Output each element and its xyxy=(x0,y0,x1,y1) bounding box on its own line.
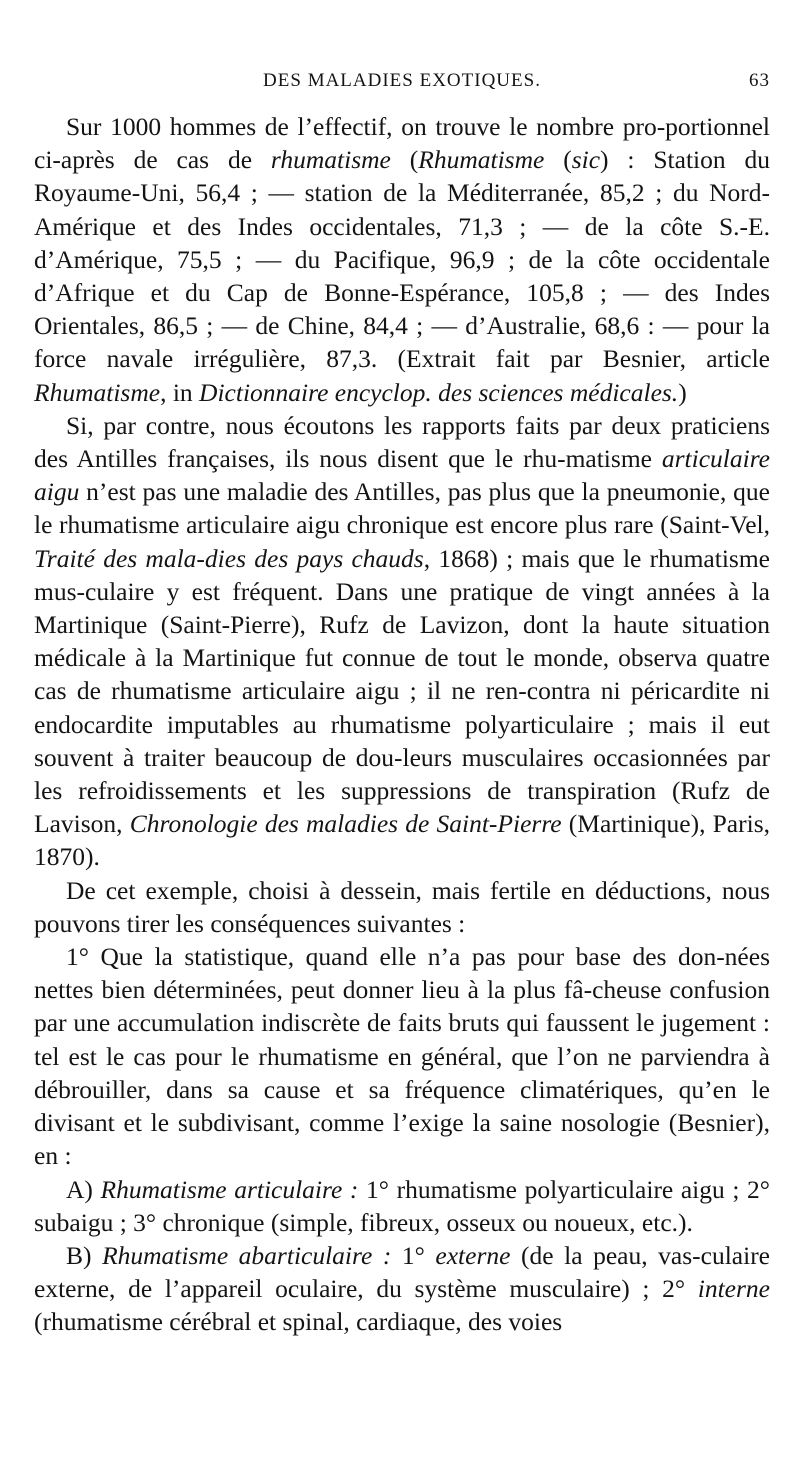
italic-run: Chronologie des maladies de Saint-Pierre xyxy=(129,809,562,839)
running-title: DES MALADIES EXOTIQUES. xyxy=(263,70,541,91)
italic-run: Traité des mala-dies des pays chauds xyxy=(34,543,424,573)
text-run: Sur 1000 hommes de l’effectif, on trouve le nombre pro-portionnel ci-après de cas de xyxy=(34,112,770,175)
text-run: 1° rhumatisme polyarticulaire aigu ; 2° subaigu ; 3° chronique (simple, fibreux, osseux ou noueux, etc.). xyxy=(34,1174,770,1237)
text-run: ) xyxy=(678,377,687,407)
text-run: 1° xyxy=(391,1240,436,1270)
text-run: (Martinique), Paris, 1870). xyxy=(34,809,770,872)
italic-run: Rhumatisme xyxy=(418,145,545,175)
italic-run: rhumatisme xyxy=(270,145,391,175)
text-run: ( xyxy=(544,145,572,175)
text-run: A) xyxy=(66,1174,101,1204)
italic-run: interne xyxy=(697,1274,770,1304)
paragraph xyxy=(34,409,770,874)
text-run: n’est pas une maladie des Antilles, pas plus que la pneumonie, que le rhumatisme articulaire aigu chronique est encore plus rare (Saint-Vel, xyxy=(34,477,770,540)
page-number: 63 xyxy=(749,70,770,91)
text-run: ) : Station du Royaume-Uni, 56,4 ; — station de la Méditerranée, 85,2 ; du Nord-Amérique et des Indes occidentales, 71,3 ; — de la côte S.-E. d’Amérique, 75,5 ; — du Pacifique, 96,9 ; de la côte occidentale d’Afrique et du Cap de Bonne-Espérance, 105,8 ; — des Indes Orientales, 86,5 ; — de Chine, 84,4 ; — d’Australie, 68,6 : — pour la force navale irrégulière, 87,3. (Extrait fait par Besnier, article xyxy=(34,145,770,374)
paragraph xyxy=(34,1173,770,1239)
paragraph xyxy=(34,940,770,1172)
text-run: (de la peau, vas-culaire externe, de l’appareil oculaire, du système musculaire) ; 2° xyxy=(34,1240,770,1304)
page-body xyxy=(34,110,770,1339)
italic-run: Rhumatisme xyxy=(34,377,161,407)
text-run: ( xyxy=(390,145,419,175)
paragraph xyxy=(34,1239,770,1339)
text-run: De cet exemple, choisi à dessein, mais fertile en déductions, nous pouvons tirer les conséquences suivantes : xyxy=(34,875,770,938)
paragraph xyxy=(34,874,770,940)
paragraph xyxy=(34,110,770,409)
italic-run: sic xyxy=(571,145,601,175)
page-header xyxy=(34,68,770,98)
italic-run: Dictionnaire encyclop. des sciences médicales. xyxy=(199,377,679,407)
text-run: , 1868) ; mais que le rhumatisme mus-culaire y est fréquent. Dans une pratique de vingt années à la Martinique (Saint-Pierre), Rufz de Lavizon, dont la haute situation médicale à la Martinique fut connue de tout le monde, observa quatre cas de rhumatisme articulaire aigu ; il ne ren-contra ni péricardite ni endocardite imputables au rhumatisme polyarticulaire ; mais il eut souvent à traiter beaucoup de dou-leurs musculaires occasionnées par les refroidissements et les suppressions de transpiration (Rufz de Lavison, xyxy=(34,543,770,839)
italic-run: Rhumatisme articulaire : xyxy=(100,1174,359,1204)
italic-run: articulaire aigu xyxy=(34,444,770,507)
text-run: , in xyxy=(160,377,200,407)
italic-run: Rhumatisme abarticulaire : xyxy=(102,1240,392,1270)
text-run: B) xyxy=(66,1240,103,1270)
text-run: 1° Que la statistique, quand elle n’a pas pour base des don-nées nettes bien déterminées, peut donner lieu à la plus fâ-cheuse confusion par une accumulation indiscrète de faits bruts qui faussent le jugement : tel est le cas pour le rhumatisme en général, que l’on ne parviendra à débrouiller, dans sa cause et sa fréquence climatériques, qu’en le divisant et le subdivisant, comme l’exige la saine nosologie (Besnier), en : xyxy=(34,942,770,1171)
italic-run: externe xyxy=(435,1240,511,1270)
text-run: Si, par contre, nous écoutons les rapports faits par deux praticiens des Antilles françaises, ils nous disent que le rhu-matisme xyxy=(34,410,770,474)
text-run: (rhumatisme cérébral et spinal, cardiaque, des voies xyxy=(34,1307,563,1337)
